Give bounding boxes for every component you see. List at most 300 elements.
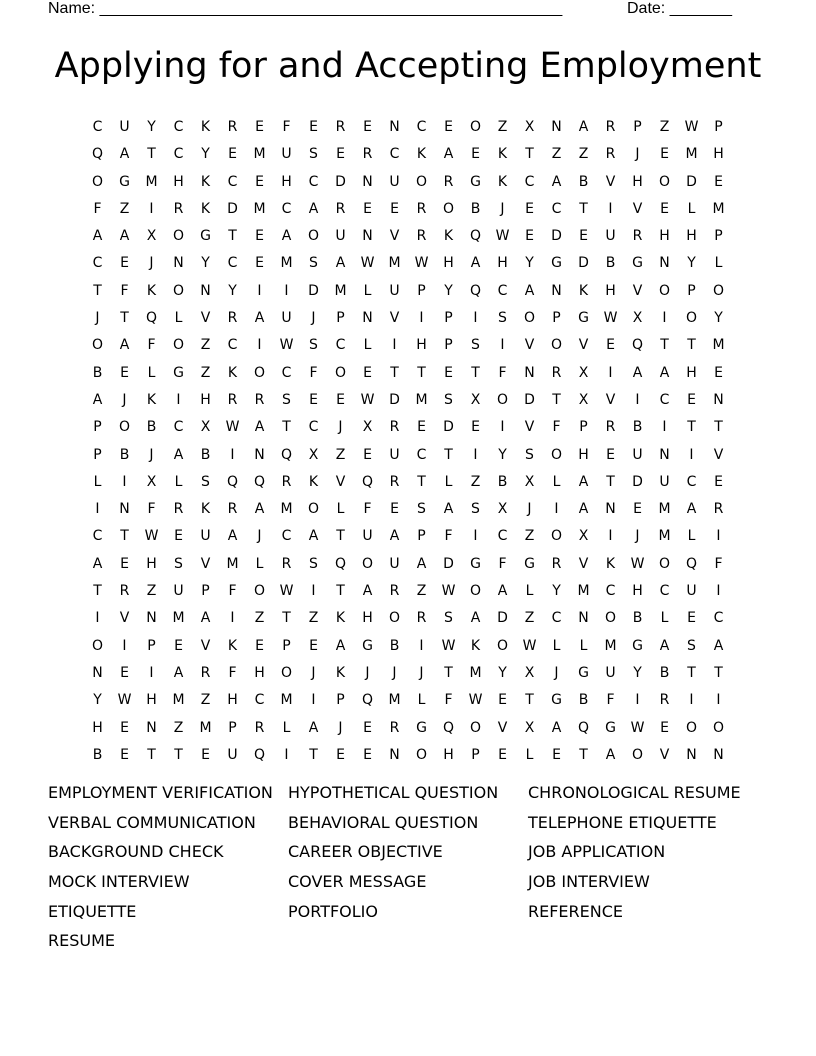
grid-letter: E xyxy=(606,337,615,354)
grid-letter: E xyxy=(714,364,723,381)
grid-letter: L xyxy=(363,337,372,354)
grid-letter: L xyxy=(417,692,426,709)
grid-letter: I xyxy=(716,692,721,709)
grid-letter: M xyxy=(253,146,266,163)
grid-letter: L xyxy=(525,583,534,600)
grid-letter: I xyxy=(230,446,235,463)
grid-letter: A xyxy=(281,228,292,245)
grid-letter: A xyxy=(443,146,454,163)
grid-row xyxy=(84,578,732,605)
grid-letter: V xyxy=(713,446,724,463)
grid-letter: R xyxy=(416,200,427,217)
grid-letter: X xyxy=(146,473,157,490)
grid-letter: R xyxy=(281,473,292,490)
grid-letter: E xyxy=(525,200,534,217)
grid-letter: D xyxy=(686,173,697,190)
grid-letter: J xyxy=(149,255,154,272)
grid-letter: E xyxy=(363,364,372,381)
grid-letter: B xyxy=(578,692,589,709)
grid-letter: I xyxy=(284,746,289,763)
grid-letter: C xyxy=(281,364,292,381)
grid-letter: E xyxy=(471,146,480,163)
grid-letter: O xyxy=(442,200,455,217)
grid-letter: C xyxy=(281,200,292,217)
grid-letter: E xyxy=(309,119,318,135)
grid-letter: H xyxy=(146,692,157,709)
grid-letter: L xyxy=(579,637,588,654)
grid-letter: L xyxy=(336,501,345,518)
grid-letter: E xyxy=(255,637,264,654)
grid-letter: G xyxy=(119,173,130,190)
word-list-row xyxy=(48,897,768,927)
grid-letter: S xyxy=(174,555,183,572)
grid-letter: W xyxy=(684,119,699,135)
grid-letter: R xyxy=(443,173,454,190)
grid-letter: J xyxy=(95,310,100,327)
grid-letter: S xyxy=(201,473,210,490)
grid-letter: U xyxy=(605,664,616,681)
grid-letter: V xyxy=(389,228,400,245)
grid-letter: P xyxy=(336,692,345,709)
grid-row xyxy=(84,551,732,578)
grid-letter: W xyxy=(630,719,645,736)
grid-letter: J xyxy=(392,664,397,681)
grid-letter: H xyxy=(200,391,211,408)
grid-letter: O xyxy=(91,337,104,354)
grid-letter: D xyxy=(632,473,643,490)
grid-letter: C xyxy=(92,255,103,272)
grid-letter: U xyxy=(119,119,130,135)
grid-letter: T xyxy=(228,228,237,245)
grid-letter: I xyxy=(122,473,127,490)
grid-letter: T xyxy=(282,419,291,436)
grid-letter: M xyxy=(604,637,617,654)
grid-letter: V xyxy=(497,719,508,736)
grid-letter: Y xyxy=(687,255,696,272)
grid-letter: O xyxy=(280,664,293,681)
grid-letter: E xyxy=(471,419,480,436)
grid-letter: E xyxy=(309,637,318,654)
grid-letter: E xyxy=(606,446,615,463)
grid-letter: C xyxy=(497,528,508,545)
grid-letter: O xyxy=(469,583,482,600)
grid-letter: K xyxy=(200,501,211,518)
grid-letter: A xyxy=(659,637,670,654)
grid-letter: H xyxy=(605,282,616,299)
grid-letter: N xyxy=(524,364,535,381)
grid-letter: F xyxy=(228,664,237,681)
grid-letter: I xyxy=(635,391,640,408)
grid-letter: A xyxy=(254,501,265,518)
grid-letter: C xyxy=(605,583,616,600)
grid-letter: I xyxy=(257,337,262,354)
grid-letter: K xyxy=(200,173,211,190)
grid-letter: G xyxy=(470,555,481,572)
grid-letter: M xyxy=(469,664,482,681)
grid-letter: H xyxy=(443,255,454,272)
grid-letter: B xyxy=(119,446,130,463)
grid-letter: P xyxy=(93,446,102,463)
grid-letter: W xyxy=(414,255,429,272)
grid-row xyxy=(84,742,732,769)
grid-row xyxy=(84,660,732,687)
grid-letter: A xyxy=(497,583,508,600)
word-list-item: EMPLOYMENT VERIFICATION xyxy=(48,783,273,802)
grid-letter: K xyxy=(146,282,157,299)
grid-letter: N xyxy=(659,446,670,463)
grid-letter: A xyxy=(227,528,238,545)
grid-letter: O xyxy=(334,364,347,381)
grid-letter: M xyxy=(685,146,698,163)
grid-letter: C xyxy=(227,337,238,354)
grid-letter: A xyxy=(713,637,724,654)
grid-letter: A xyxy=(605,746,616,763)
grid-letter: U xyxy=(281,146,292,163)
grid-letter: T xyxy=(309,746,318,763)
grid-letter: O xyxy=(604,610,617,627)
grid-letter: A xyxy=(362,583,373,600)
grid-letter: M xyxy=(172,692,185,709)
grid-letter: I xyxy=(473,446,478,463)
grid-letter: K xyxy=(470,637,481,654)
grid-letter: I xyxy=(311,692,316,709)
grid-letter: V xyxy=(524,419,535,436)
grid-letter: L xyxy=(174,310,183,327)
grid-letter: K xyxy=(227,637,238,654)
grid-letter: O xyxy=(685,310,698,327)
grid-letter: U xyxy=(605,228,616,245)
word-list-row xyxy=(48,926,768,956)
grid-letter: B xyxy=(92,364,103,381)
word-list-item: PORTFOLIO xyxy=(288,901,378,921)
grid-letter: T xyxy=(660,337,669,354)
grid-letter: B xyxy=(632,610,643,627)
grid-letter: J xyxy=(365,664,370,681)
grid-letter: C xyxy=(551,610,562,627)
grid-letter: B xyxy=(470,200,481,217)
grid-letter: A xyxy=(659,364,670,381)
grid-letter: L xyxy=(255,555,264,572)
grid-letter: E xyxy=(120,746,129,763)
grid-letter: P xyxy=(579,419,588,436)
grid-letter: R xyxy=(389,419,400,436)
grid-letter: R xyxy=(389,473,400,490)
grid-letter: S xyxy=(282,391,291,408)
grid-letter: T xyxy=(336,528,345,545)
grid-letter: M xyxy=(658,528,671,545)
grid-letter: Z xyxy=(524,610,535,627)
grid-letter: Q xyxy=(577,719,590,736)
grid-letter: E xyxy=(120,364,129,381)
grid-letter: W xyxy=(441,583,456,600)
grid-letter: S xyxy=(309,146,318,163)
grid-letter: X xyxy=(308,446,319,463)
grid-letter: I xyxy=(689,692,694,709)
grid-letter: P xyxy=(714,119,723,135)
grid-letter: P xyxy=(93,419,102,436)
grid-letter: R xyxy=(551,555,562,572)
grid-letter: A xyxy=(551,719,562,736)
grid-letter: G xyxy=(551,692,562,709)
word-list-item: ETIQUETTE xyxy=(48,901,137,921)
grid-letter: H xyxy=(659,228,670,245)
grid-letter: R xyxy=(173,501,184,518)
grid-letter: P xyxy=(444,337,453,354)
grid-letter: A xyxy=(119,337,130,354)
grid-letter: X xyxy=(524,119,535,135)
grid-letter: F xyxy=(498,555,507,572)
grid-letter: X xyxy=(524,473,535,490)
word-list-item: RESUME xyxy=(48,931,116,951)
grid-letter: H xyxy=(632,583,643,600)
grid-letter: C xyxy=(659,391,670,408)
grid-letter: H xyxy=(416,337,427,354)
word-list-item: CHRONOLOGICAL RESUME xyxy=(528,783,741,802)
grid-letter: O xyxy=(496,637,509,654)
grid-letter: A xyxy=(686,501,697,518)
grid-letter: Q xyxy=(145,310,158,327)
grid-letter: C xyxy=(524,173,535,190)
grid-letter: V xyxy=(605,173,616,190)
grid-letter: H xyxy=(578,446,589,463)
grid-letter: O xyxy=(523,310,536,327)
grid-letter: F xyxy=(444,528,453,545)
grid-letter: Z xyxy=(200,337,211,354)
grid-letter: M xyxy=(334,282,347,299)
grid-letter: M xyxy=(199,719,212,736)
grid-letter: E xyxy=(714,173,723,190)
grid-letter: I xyxy=(473,528,478,545)
grid-letter: M xyxy=(658,501,671,518)
grid-letter: H xyxy=(227,692,238,709)
grid-letter: I xyxy=(392,337,397,354)
grid-letter: A xyxy=(254,419,265,436)
grid-letter: T xyxy=(687,419,696,436)
grid-letter: E xyxy=(363,200,372,217)
grid-letter: W xyxy=(603,310,618,327)
grid-letter: T xyxy=(174,746,183,763)
grid-letter: D xyxy=(308,282,319,299)
grid-letter: A xyxy=(200,610,211,627)
grid-letter: C xyxy=(173,119,184,135)
grid-letter: I xyxy=(95,501,100,518)
grid-letter: D xyxy=(524,391,535,408)
grid-letter: R xyxy=(605,146,616,163)
grid-letter: X xyxy=(497,501,508,518)
grid-letter: U xyxy=(227,746,238,763)
grid-letter: H xyxy=(713,146,724,163)
grid-letter: Q xyxy=(253,473,266,490)
grid-letter: M xyxy=(712,200,725,217)
grid-letter: J xyxy=(500,200,505,217)
grid-letter: L xyxy=(552,637,561,654)
grid-letter: J xyxy=(311,664,316,681)
grid-letter: I xyxy=(473,310,478,327)
grid-row xyxy=(84,250,732,277)
grid-letter: G xyxy=(578,310,589,327)
grid-letter: E xyxy=(336,146,345,163)
grid-letter: T xyxy=(120,528,129,545)
grid-letter: E xyxy=(444,119,453,135)
grid-letter: C xyxy=(551,200,562,217)
word-list-item xyxy=(288,926,528,956)
grid-letter: E xyxy=(255,255,264,272)
grid-letter: M xyxy=(280,692,293,709)
grid-letter: T xyxy=(714,419,723,436)
grid-letter: T xyxy=(444,664,453,681)
grid-letter: Y xyxy=(93,692,102,709)
grid-letter: I xyxy=(635,692,640,709)
word-list-row xyxy=(48,837,768,867)
grid-letter: K xyxy=(308,473,319,490)
grid-letter: W xyxy=(279,583,294,600)
grid-letter: N xyxy=(713,391,724,408)
grid-letter: P xyxy=(147,637,156,654)
grid-letter: M xyxy=(145,173,158,190)
grid-letter: W xyxy=(279,337,294,354)
grid-letter: R xyxy=(713,501,724,518)
grid-letter: A xyxy=(578,119,589,135)
grid-letter: N xyxy=(578,610,589,627)
grid-letter: V xyxy=(578,337,589,354)
grid-letter: T xyxy=(390,364,399,381)
word-list-item: BACKGROUND CHECK xyxy=(48,842,224,862)
grid-letter: H xyxy=(362,610,373,627)
grid-letter: T xyxy=(687,337,696,354)
grid-letter: E xyxy=(390,501,399,518)
grid-letter: E xyxy=(579,228,588,245)
grid-letter: Y xyxy=(633,664,642,681)
grid-letter: Z xyxy=(146,583,157,600)
grid-letter: K xyxy=(497,146,508,163)
word-list-item xyxy=(528,926,768,956)
grid-letter: I xyxy=(689,446,694,463)
grid-letter: C xyxy=(308,419,319,436)
grid-letter: N xyxy=(659,255,670,272)
grid-letter: T xyxy=(606,473,615,490)
word-list-row xyxy=(48,867,768,897)
grid-letter: J xyxy=(527,501,532,518)
grid-letter: A xyxy=(308,528,319,545)
grid-letter: A xyxy=(551,173,562,190)
grid-letter: R xyxy=(119,583,130,600)
grid-letter: A xyxy=(578,501,589,518)
grid-letter: D xyxy=(551,228,562,245)
grid-letter: T xyxy=(417,364,426,381)
grid-letter: B xyxy=(389,637,400,654)
grid-letter: O xyxy=(361,555,374,572)
grid-letter: G xyxy=(551,255,562,272)
grid-letter: C xyxy=(713,610,724,627)
grid-letter: A xyxy=(443,501,454,518)
grid-letter: S xyxy=(444,391,453,408)
grid-row xyxy=(84,141,732,168)
grid-letter: N xyxy=(362,310,373,327)
grid-letter: G xyxy=(362,637,373,654)
grid-letter: J xyxy=(122,391,127,408)
grid-letter: I xyxy=(122,637,127,654)
grid-letter: U xyxy=(389,173,400,190)
grid-letter: F xyxy=(309,364,318,381)
grid-letter: R xyxy=(416,610,427,627)
grid-letter: F xyxy=(552,419,561,436)
grid-row xyxy=(84,605,732,632)
grid-letter: X xyxy=(524,719,535,736)
grid-letter: W xyxy=(441,637,456,654)
grid-letter: G xyxy=(605,719,616,736)
name-field-label: Name: ____________________________________________________ xyxy=(48,0,563,17)
grid-row xyxy=(84,414,732,441)
grid-letter: X xyxy=(578,364,589,381)
grid-letter: L xyxy=(552,473,561,490)
grid-letter: C xyxy=(308,173,319,190)
grid-letter: R xyxy=(605,419,616,436)
word-list-item: JOB INTERVIEW xyxy=(528,872,650,892)
grid-letter: I xyxy=(716,528,721,545)
grid-letter: Z xyxy=(659,119,670,135)
grid-letter: H xyxy=(686,228,697,245)
grid-letter: C xyxy=(416,119,427,135)
grid-letter: R xyxy=(281,555,292,572)
grid-letter: C xyxy=(416,446,427,463)
grid-letter: N xyxy=(686,746,697,763)
grid-letter: O xyxy=(388,610,401,627)
grid-letter: R xyxy=(173,200,184,217)
grid-letter: K xyxy=(443,228,454,245)
grid-letter: J xyxy=(338,419,343,436)
grid-letter: M xyxy=(577,583,590,600)
grid-letter: F xyxy=(282,119,291,135)
grid-letter: N xyxy=(254,446,265,463)
grid-letter: X xyxy=(632,310,643,327)
grid-letter: M xyxy=(226,555,239,572)
grid-row xyxy=(84,169,732,196)
grid-letter: N xyxy=(173,255,184,272)
grid-letter: E xyxy=(552,746,561,763)
grid-letter: T xyxy=(282,610,291,627)
grid-letter: S xyxy=(444,610,453,627)
grid-letter: S xyxy=(417,501,426,518)
grid-letter: V xyxy=(605,391,616,408)
grid-letter: S xyxy=(471,337,480,354)
grid-letter: C xyxy=(254,692,265,709)
word-list-item: TELEPHONE ETIQUETTE xyxy=(528,812,717,832)
grid-letter: T xyxy=(93,583,102,600)
grid-letter: L xyxy=(714,255,723,272)
grid-letter: I xyxy=(419,310,424,327)
grid-letter: N xyxy=(362,228,373,245)
grid-letter: Y xyxy=(498,446,507,463)
grid-letter: O xyxy=(91,173,104,190)
grid-letter: G xyxy=(632,637,643,654)
grid-letter: B xyxy=(146,419,157,436)
grid-letter: G xyxy=(524,555,535,572)
grid-letter: V xyxy=(200,555,211,572)
grid-letter: T xyxy=(93,282,102,299)
grid-letter: T xyxy=(147,146,156,163)
grid-letter: H xyxy=(146,555,157,572)
grid-letter: O xyxy=(712,282,725,299)
grid-letter: I xyxy=(662,310,667,327)
grid-letter: U xyxy=(389,555,400,572)
grid-letter: Y xyxy=(228,282,237,299)
grid-letter: I xyxy=(419,637,424,654)
grid-letter: G xyxy=(470,173,481,190)
grid-letter: A xyxy=(389,528,400,545)
grid-letter: A xyxy=(470,255,481,272)
grid-letter: T xyxy=(579,746,588,763)
grid-letter: E xyxy=(363,719,372,736)
